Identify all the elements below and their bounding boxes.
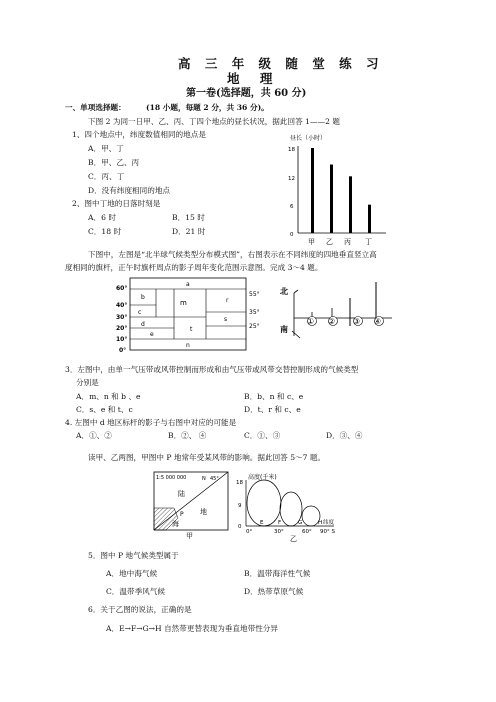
map-jia xyxy=(150,470,232,540)
q4-option-c: C．①、③ xyxy=(244,431,281,440)
shadow-point-4: ④ xyxy=(374,317,382,326)
q5-stem: 5．图中 P 地气候类型属于 xyxy=(88,551,179,560)
q5-option-b: B．温带海洋性气候 xyxy=(244,569,311,578)
q6-option-a: A．E→F→G→H 自然带更替表现为垂直地带性分异 xyxy=(106,624,278,633)
q4-stem: 4. 左图中 d 地区标杆的影子与右图中对应的可能是 xyxy=(65,418,237,427)
chart-category-bing: 丙 xyxy=(344,238,351,246)
map-sea: 海 xyxy=(172,520,179,528)
yi-y0: 0 xyxy=(238,524,242,530)
q2-option-b: B．15 时 xyxy=(172,213,205,222)
intro-2-line-1: 下图中，左图是“北半球气候类型分布模式图”，右图表示在不同纬度的四地垂直竖立高 xyxy=(88,250,377,259)
q3-option-d: D．t、r 和 c、e xyxy=(244,405,301,414)
lat-0: 0° xyxy=(119,347,127,354)
region-d: d xyxy=(141,321,145,328)
q5-option-a: A．地中海气候 xyxy=(106,569,158,578)
yi-extra: 纬度 xyxy=(323,520,335,526)
map-north: N xyxy=(202,476,206,482)
q1-option-c: C．丙、丁 xyxy=(88,172,125,181)
yi-y18: 18 xyxy=(236,480,243,486)
q2-option-a: A．6 时 xyxy=(88,213,116,222)
map-caption: 甲 xyxy=(186,532,193,540)
daylength-bar-3 xyxy=(368,205,371,233)
chart-tick-12: 12 xyxy=(288,176,295,182)
region-s: s xyxy=(224,316,228,323)
lat-55: 55° xyxy=(249,291,260,298)
shadow-point-1: ① xyxy=(307,317,315,326)
q1-stem: 1、四个地点中，纬度数值相同的地点是 xyxy=(72,130,206,139)
q1-option-a: A．甲、丁 xyxy=(88,144,124,153)
yi-lat-0: 0° xyxy=(246,529,253,535)
yi-lat-60: 60° xyxy=(302,529,312,535)
region-t: t xyxy=(190,326,193,333)
lat-60: 60° xyxy=(116,285,128,292)
yi-y9: 9 xyxy=(238,503,242,509)
page-title: 高 三 年 级 随 堂 练 习 xyxy=(178,56,384,71)
region-a: a xyxy=(186,281,190,288)
yi-letter-g: G xyxy=(298,520,303,526)
lat-40: 40° xyxy=(116,302,128,309)
daylength-chart xyxy=(286,130,396,248)
subject-title: 地 理 xyxy=(227,71,281,86)
daylength-bar-1 xyxy=(330,165,333,233)
q2-option-c: C．18 时 xyxy=(88,227,122,236)
region-m: m xyxy=(180,299,187,307)
q5-option-d: D．热带草原气候 xyxy=(244,587,304,596)
q2-stem: 2、图中丁地的日落时刻是 xyxy=(72,199,161,208)
intro-1: 下图 2 为同一日甲、乙、丙、丁四个地点的昼长状况，据此回答 1——2 题 xyxy=(88,117,340,126)
chart-yi xyxy=(234,470,352,542)
q3-option-b: B．b、n 和 c、e xyxy=(244,392,304,401)
region-c: c xyxy=(138,309,142,316)
region-n: n xyxy=(186,342,190,349)
lat-25: 25° xyxy=(249,323,260,330)
shadow-range-figure xyxy=(272,278,402,344)
q3-stem-2: 分别是 xyxy=(76,378,99,387)
daylength-bar-2 xyxy=(349,176,352,233)
map-land-2: 地 xyxy=(200,508,207,516)
map-angle: 45° xyxy=(210,476,219,482)
region-r: r xyxy=(226,297,229,304)
yi-letter-h: H xyxy=(318,520,323,526)
label-north: 北 xyxy=(280,287,288,296)
q3-stem: 3．左图中，由单一气压带或风带控制而形成和由气压带或风带交替控制形成的气候类型 xyxy=(65,365,359,374)
lat-10: 10° xyxy=(116,336,128,343)
yi-letter-e: E xyxy=(260,520,264,526)
q4-option-d: D．③、④ xyxy=(326,431,363,440)
lat-30: 30° xyxy=(116,314,128,321)
yi-lat-90: 90° S xyxy=(320,529,335,535)
chart-tick-18: 18 xyxy=(288,147,295,153)
chart-tick-6: 6 xyxy=(290,204,294,210)
region-e: e xyxy=(150,331,154,338)
yi-letter-f: F xyxy=(278,520,282,526)
map-land: 陆 xyxy=(178,490,185,498)
shadow-point-3: ③ xyxy=(353,317,361,326)
q4-option-a: A．①、② xyxy=(76,431,112,440)
yi-lat-30: 30° xyxy=(274,529,284,535)
daylength-bar-0 xyxy=(311,148,314,233)
map-scale: 1:5 000 000 xyxy=(156,475,187,481)
section-detail: (18 小题，每题 2 分，共 36 分)。 xyxy=(146,103,269,112)
climate-distribution-map xyxy=(116,276,260,356)
q1-option-b: B．甲、乙、丙 xyxy=(88,158,140,167)
chart-category-yi: 乙 xyxy=(326,238,333,246)
shadow-point-2: ② xyxy=(328,317,336,326)
label-south: 南 xyxy=(280,325,288,334)
intro-3: 读甲、乙两图，甲图中 P 地常年受某风带的影响。据此回答 5～7 题。 xyxy=(88,453,326,462)
q3-option-c: C．s、e 和 t、c xyxy=(76,405,133,414)
part-title: 第一卷(选择题，共 60 分) xyxy=(186,88,307,99)
section-label: 一、单项选择题： xyxy=(65,103,126,112)
q4-option-b: B．②、 ④ xyxy=(168,431,207,440)
q5-option-c: C．温带季风气候 xyxy=(106,587,165,596)
map-point-p: P xyxy=(180,511,184,518)
chart-ylabel: 昼长（小时） xyxy=(290,135,327,142)
q6-stem: 6．关于乙图的说法，正确的是 xyxy=(88,605,192,614)
lat-20: 20° xyxy=(116,325,128,332)
region-b: b xyxy=(141,294,145,301)
q1-option-d: D．没有纬度相同的地点 xyxy=(88,186,171,195)
chart-tick-0: 0 xyxy=(290,232,294,238)
yi-ylabel: 高度(千米) xyxy=(248,474,277,481)
chart-category-ding: 丁 xyxy=(365,238,372,246)
q2-option-d: D．21 时 xyxy=(172,227,206,236)
chart-category-jia: 甲 xyxy=(308,238,315,246)
intro-2-line-2: 度相同的旗杆，正午时旗杆周点的影子周年变化范围示意图。完成 3～4 题。 xyxy=(65,263,323,272)
lat-35: 35° xyxy=(249,309,260,316)
yi-caption: 乙 xyxy=(290,535,297,542)
q3-option-a: A．m、n 和 b 、e xyxy=(76,392,141,401)
